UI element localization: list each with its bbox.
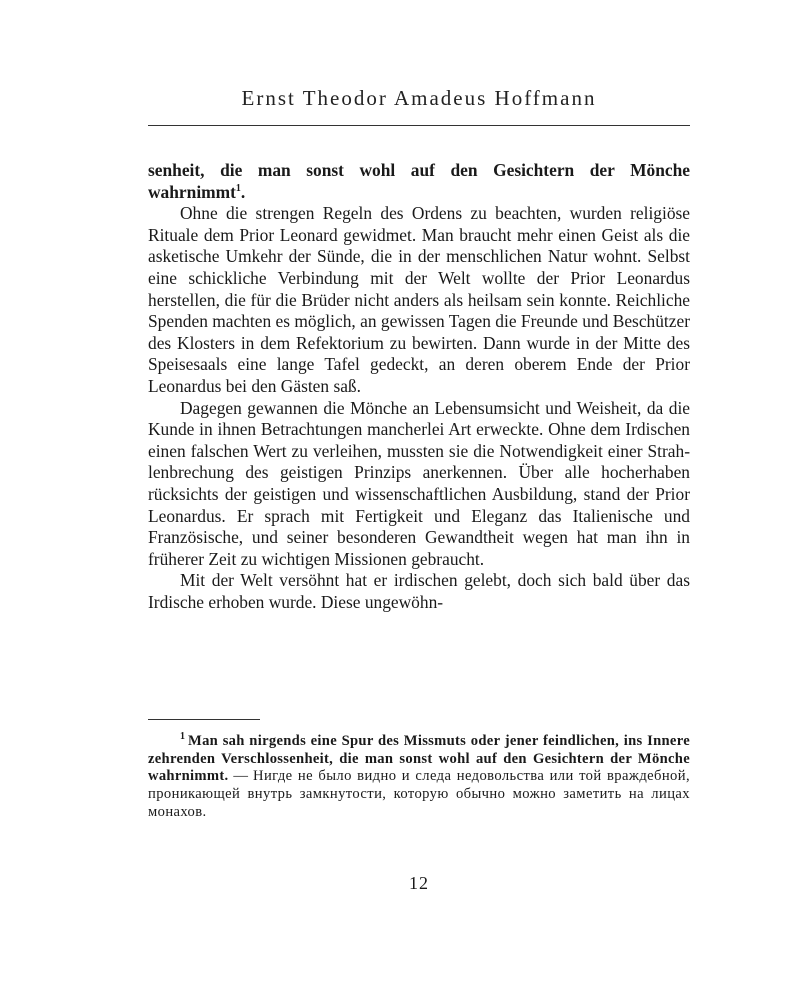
book-page <box>148 0 690 1000</box>
page-number: 12 <box>409 873 429 893</box>
footnote-translation: Нигде не было видно и следа недовольства или той враждебной, проникающей внутрь замкнутости, которую обычно можно заметить на лицах монахов. <box>148 768 691 820</box>
footnote-reference[interactable]: 1 <box>235 182 241 194</box>
paragraph: Dagegen gewannen die Mönche an Lebensumsicht und Weisheit, da die Kunde in ihnen Betrachtungen mancherlei Art erweckte. Ohne dem Irdischen einen falschen Wert zu verleihen, mussten sie die Notwendigkeit einer Strahlenbrechung des geistigen Prinzips anerkennen. Über alle hocherhaben rücksichts der geistigen und wissenschaftlichen Ausbildung, stand der Prior Leonardus. Er sprach mit Fertigkeit und Eleganz das Italienische und Französische, und seiner besonderen Gewandtheit wegen hat man ihn in früherer Zeit zu wichtigen Missionen gebraucht. <box>148 397 690 569</box>
footnote <box>148 733 690 822</box>
paragraph: Ohne die strengen Regeln des Ordens zu beachten, wurden religiöse Rituale dem Prior Leonard gewidmet. Man braucht mehr einen Geist als die asketische Umkehr der Sünde, die in der menschlichen Natur wohnt. Selbst eine schickliche Verbindung mit der Welt wollte der Prior Leonardus herstellen, die für die Brüder nicht anders als heilsam sein konnte. Reichliche Spenden machten es möglich, an gewissen Tagen die Freunde und Beschützer des Klosters in dem Refektorium zu bewirten. Dann wurde in der Mitte des Speisesaals eine lange Tafel gedeckt, an deren oberem Ende der Prior Leonardus bei den Gästen saß. <box>148 203 690 396</box>
paragraph: Mit der Welt versöhnt hat er irdischen gelebt, doch sich bald über das Irdische erhoben wurde. Diese ungewöhn- <box>148 570 690 612</box>
continuation-end: . <box>240 181 246 202</box>
continuation-text: senheit, die man sonst wohl auf den Gesichtern der Mönche wahrnimmt <box>148 160 690 202</box>
continuation-paragraph <box>148 160 690 203</box>
footnote-divider <box>148 719 260 720</box>
header-divider <box>148 125 690 126</box>
footnote-original-text: Man sah nirgends eine Spur des Missmuts oder jener feindlichen, ins Innere zehrenden Verschlossenheit, die man sonst wohl auf den Gesichtern der Mönche wahrnimmt. <box>148 733 690 785</box>
running-header-title: Ernst Theodor Amadeus Hoffmann <box>241 86 597 110</box>
footnote-marker: 1 <box>180 731 185 743</box>
footnote-dash: — <box>228 768 254 785</box>
main-text <box>148 160 690 613</box>
